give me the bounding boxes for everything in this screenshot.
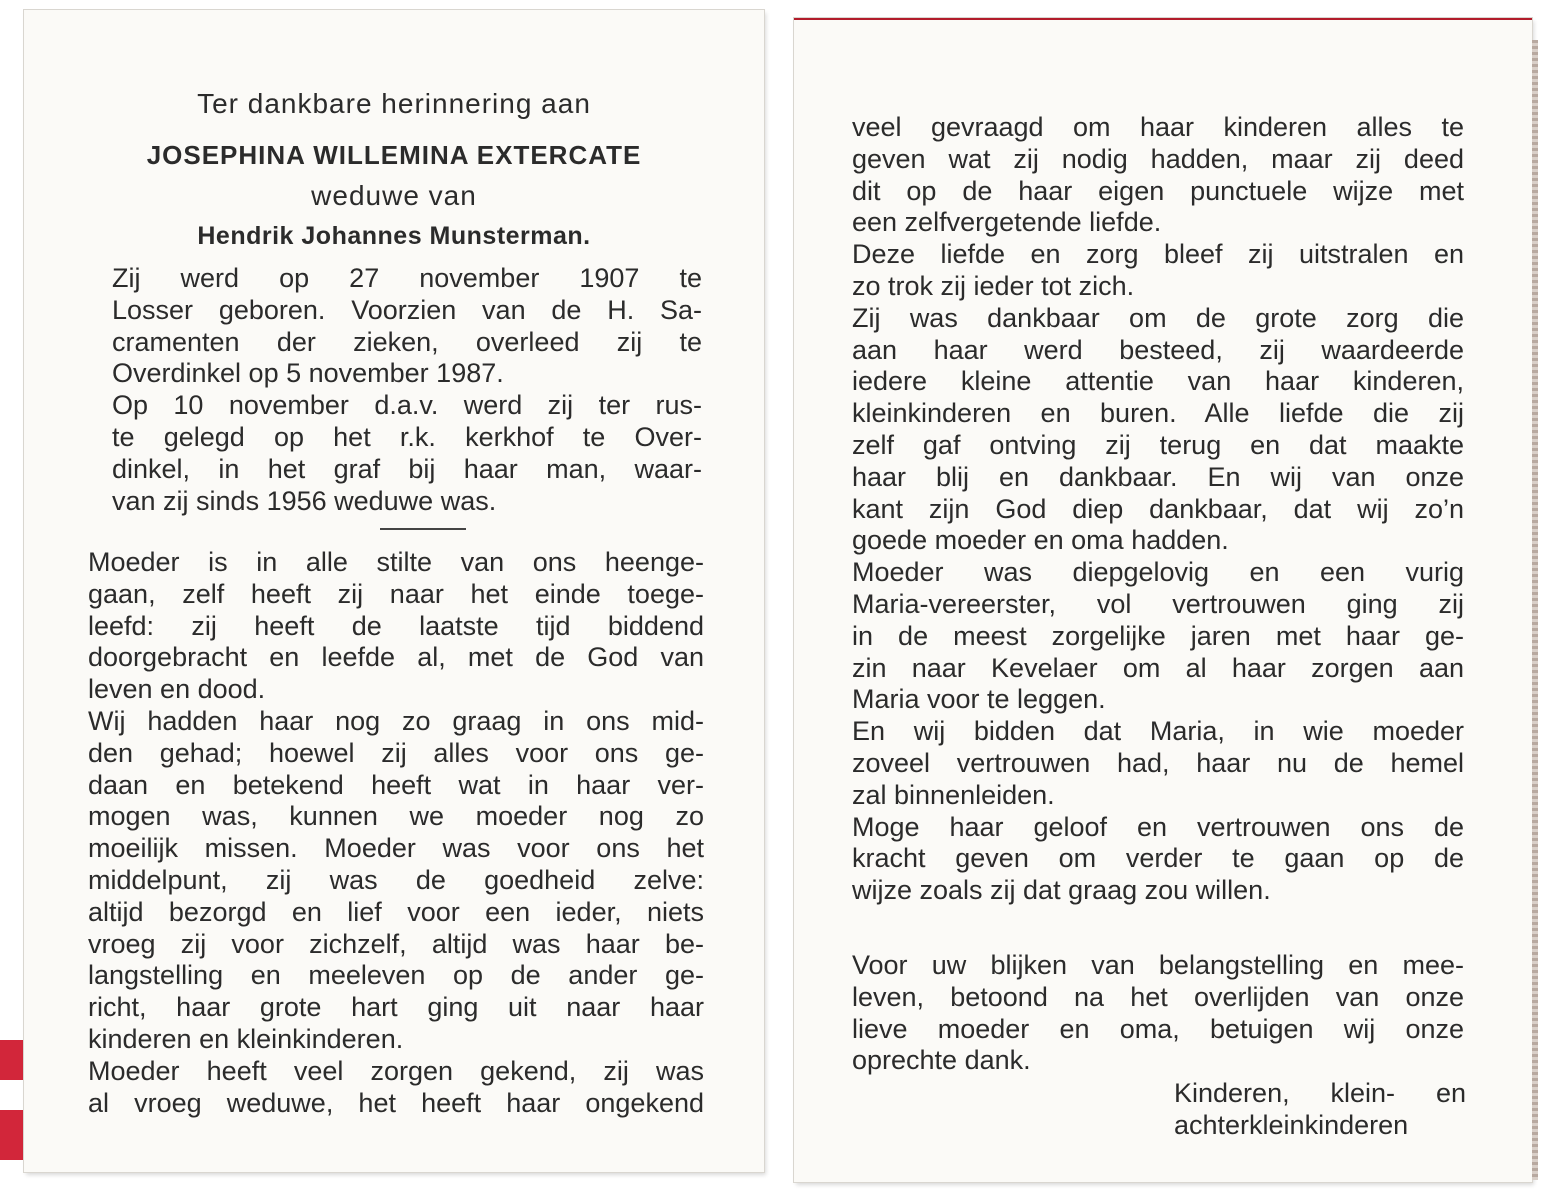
- widow-of-line: weduwe van: [311, 180, 477, 211]
- tribute-line: richt, haar grote hart ging uit naar haar: [88, 992, 704, 1023]
- section-divider: [380, 528, 466, 530]
- bio-line: Zij werd op 27 november 1907 te: [112, 263, 702, 293]
- thanks-paragraph: [852, 950, 1464, 1077]
- tribute-line: altijd bezorgd en lief voor een ieder, niets: [88, 896, 704, 927]
- continuation-line: haar blij en dankbaar. En wij van onze: [852, 461, 1464, 492]
- continuation-line: zin naar Kevelaer om al haar zorgen aan: [852, 652, 1464, 683]
- thanks-line: leven, betoond na het overlijden van onze: [852, 981, 1464, 1012]
- tribute-line: kinderen en kleinkinderen.: [88, 1023, 404, 1054]
- continuation-line: wijze zoals zij dat graag zou willen.: [852, 875, 1271, 906]
- continuation-line: iedere kleine attentie van haar kinderen,: [852, 366, 1464, 397]
- left-edge-red-mark: [0, 1040, 24, 1080]
- biography-paragraph: [112, 263, 702, 517]
- tribute-line: den gehad; hoewel zij alles voor ons ge-: [88, 737, 704, 768]
- continuation-line: in de meest zorgelijke jaren met haar ge-: [852, 620, 1464, 651]
- continuation-line: Maria voor te leggen.: [852, 684, 1106, 715]
- continuation-line: En wij bidden dat Maria, in wie moeder: [852, 716, 1464, 747]
- tribute-paragraph: [88, 547, 704, 1119]
- continuation-line: dit op de haar eigen punctuele wijze met: [852, 175, 1464, 206]
- thanks-line: oprechte dank.: [852, 1045, 1031, 1076]
- continuation-line: kant zijn God diep dankbaar, dat wij zo’n: [852, 493, 1464, 524]
- tribute-line: langstelling en meeleven op de ander ge-: [88, 960, 704, 991]
- thanks-line: lieve moeder en oma, betuigen wij onze: [852, 1013, 1464, 1044]
- bio-line: Op 10 november d.a.v. werd zij ter rus-: [112, 390, 702, 421]
- continuation-line: Deze liefde en zorg bleef zij uitstralen en: [852, 239, 1464, 270]
- tribute-line: middelpunt, zij was de goedheid zelve:: [88, 864, 704, 895]
- tribute-line: leven en dood.: [88, 674, 266, 705]
- bio-line: van zij sinds 1956 weduwe was.: [112, 485, 497, 516]
- tribute-line: vroeg zij voor zichzelf, altijd was haar be-: [88, 928, 704, 959]
- tribute-line: al vroeg weduwe, het heeft haar ongekend: [88, 1087, 704, 1118]
- intro-line: Ter dankbare herinnering aan: [197, 88, 591, 119]
- continuation-line: kracht geven om verder te gaan op de: [852, 843, 1464, 874]
- continuation-paragraph: [852, 112, 1464, 907]
- continuation-line: geven wat zij nodig hadden, maar zij deed: [852, 143, 1464, 174]
- continuation-line: veel gevraagd om haar kinderen alles te: [852, 112, 1464, 142]
- tribute-line: leefd: zij heeft de laatste tijd biddend: [88, 610, 704, 641]
- bio-line: Overdinkel op 5 november 1987.: [112, 358, 504, 389]
- right-page: [794, 18, 1532, 1182]
- continuation-line: Moeder was diepgelovig en een vurig: [852, 557, 1464, 588]
- continuation-line: Moge haar geloof en vertrouwen ons de: [852, 811, 1464, 842]
- tribute-line: Wij hadden haar nog zo graag in ons mid-: [88, 705, 704, 736]
- continuation-line: aan haar werd besteed, zij waardeerde: [852, 334, 1464, 365]
- left-page: [24, 10, 764, 1172]
- bio-line: cramenten der zieken, overleed zij te: [112, 326, 702, 357]
- bio-line: dinkel, in het graf bij haar man, waar-: [112, 453, 702, 484]
- continuation-line: een zelfvergetende liefde.: [852, 207, 1162, 238]
- tribute-line: Moeder is in alle stilte van ons heenge-: [88, 547, 704, 577]
- tribute-line: mogen was, kunnen we moeder nog zo: [88, 801, 704, 832]
- continuation-line: kleinkinderen en buren. Alle liefde die zij: [852, 398, 1464, 429]
- card-edge-strip: [1532, 40, 1538, 1180]
- thanks-line: Voor uw blijken van belangstelling en mee-: [852, 950, 1464, 980]
- tribute-line: Moeder heeft veel zorgen gekend, zij was: [88, 1055, 704, 1086]
- tribute-line: doorgebracht en leefde al, met de God van: [88, 642, 704, 673]
- tribute-line: gaan, zelf heeft zij naar het einde toege-: [88, 578, 704, 609]
- bio-line: te gelegd op het r.k. kerkhof te Over-: [112, 421, 702, 452]
- tribute-line: daan en betekend heeft wat in haar ver-: [88, 769, 704, 800]
- signature-line: Kinderen, klein- en: [1174, 1078, 1466, 1108]
- continuation-line: zelf gaf ontving zij terug en dat maakte: [852, 429, 1464, 460]
- continuation-line: zoveel vertrouwen had, haar nu de hemel: [852, 747, 1464, 778]
- deceased-name: JOSEPHINA WILLEMINA EXTERCATE: [146, 140, 642, 170]
- continuation-line: zal binnenleiden.: [852, 779, 1055, 810]
- left-edge-red-mark-lower: [0, 1110, 24, 1160]
- tribute-line: moeilijk missen. Moeder was voor ons het: [88, 833, 704, 864]
- continuation-line: zo trok zij ieder tot zich.: [852, 270, 1135, 301]
- continuation-line: Zij was dankbaar om de grote zorg die: [852, 302, 1464, 333]
- continuation-line: goede moeder en oma hadden.: [852, 525, 1229, 556]
- signature-line: achterkleinkinderen: [1174, 1109, 1409, 1140]
- signature-block: [1174, 1078, 1466, 1142]
- husband-name: Hendrik Johannes Munsterman.: [197, 222, 591, 250]
- bio-line: Losser geboren. Voorzien van de H. Sa-: [112, 294, 702, 325]
- continuation-line: Maria-vereerster, vol vertrouwen ging zij: [852, 588, 1464, 619]
